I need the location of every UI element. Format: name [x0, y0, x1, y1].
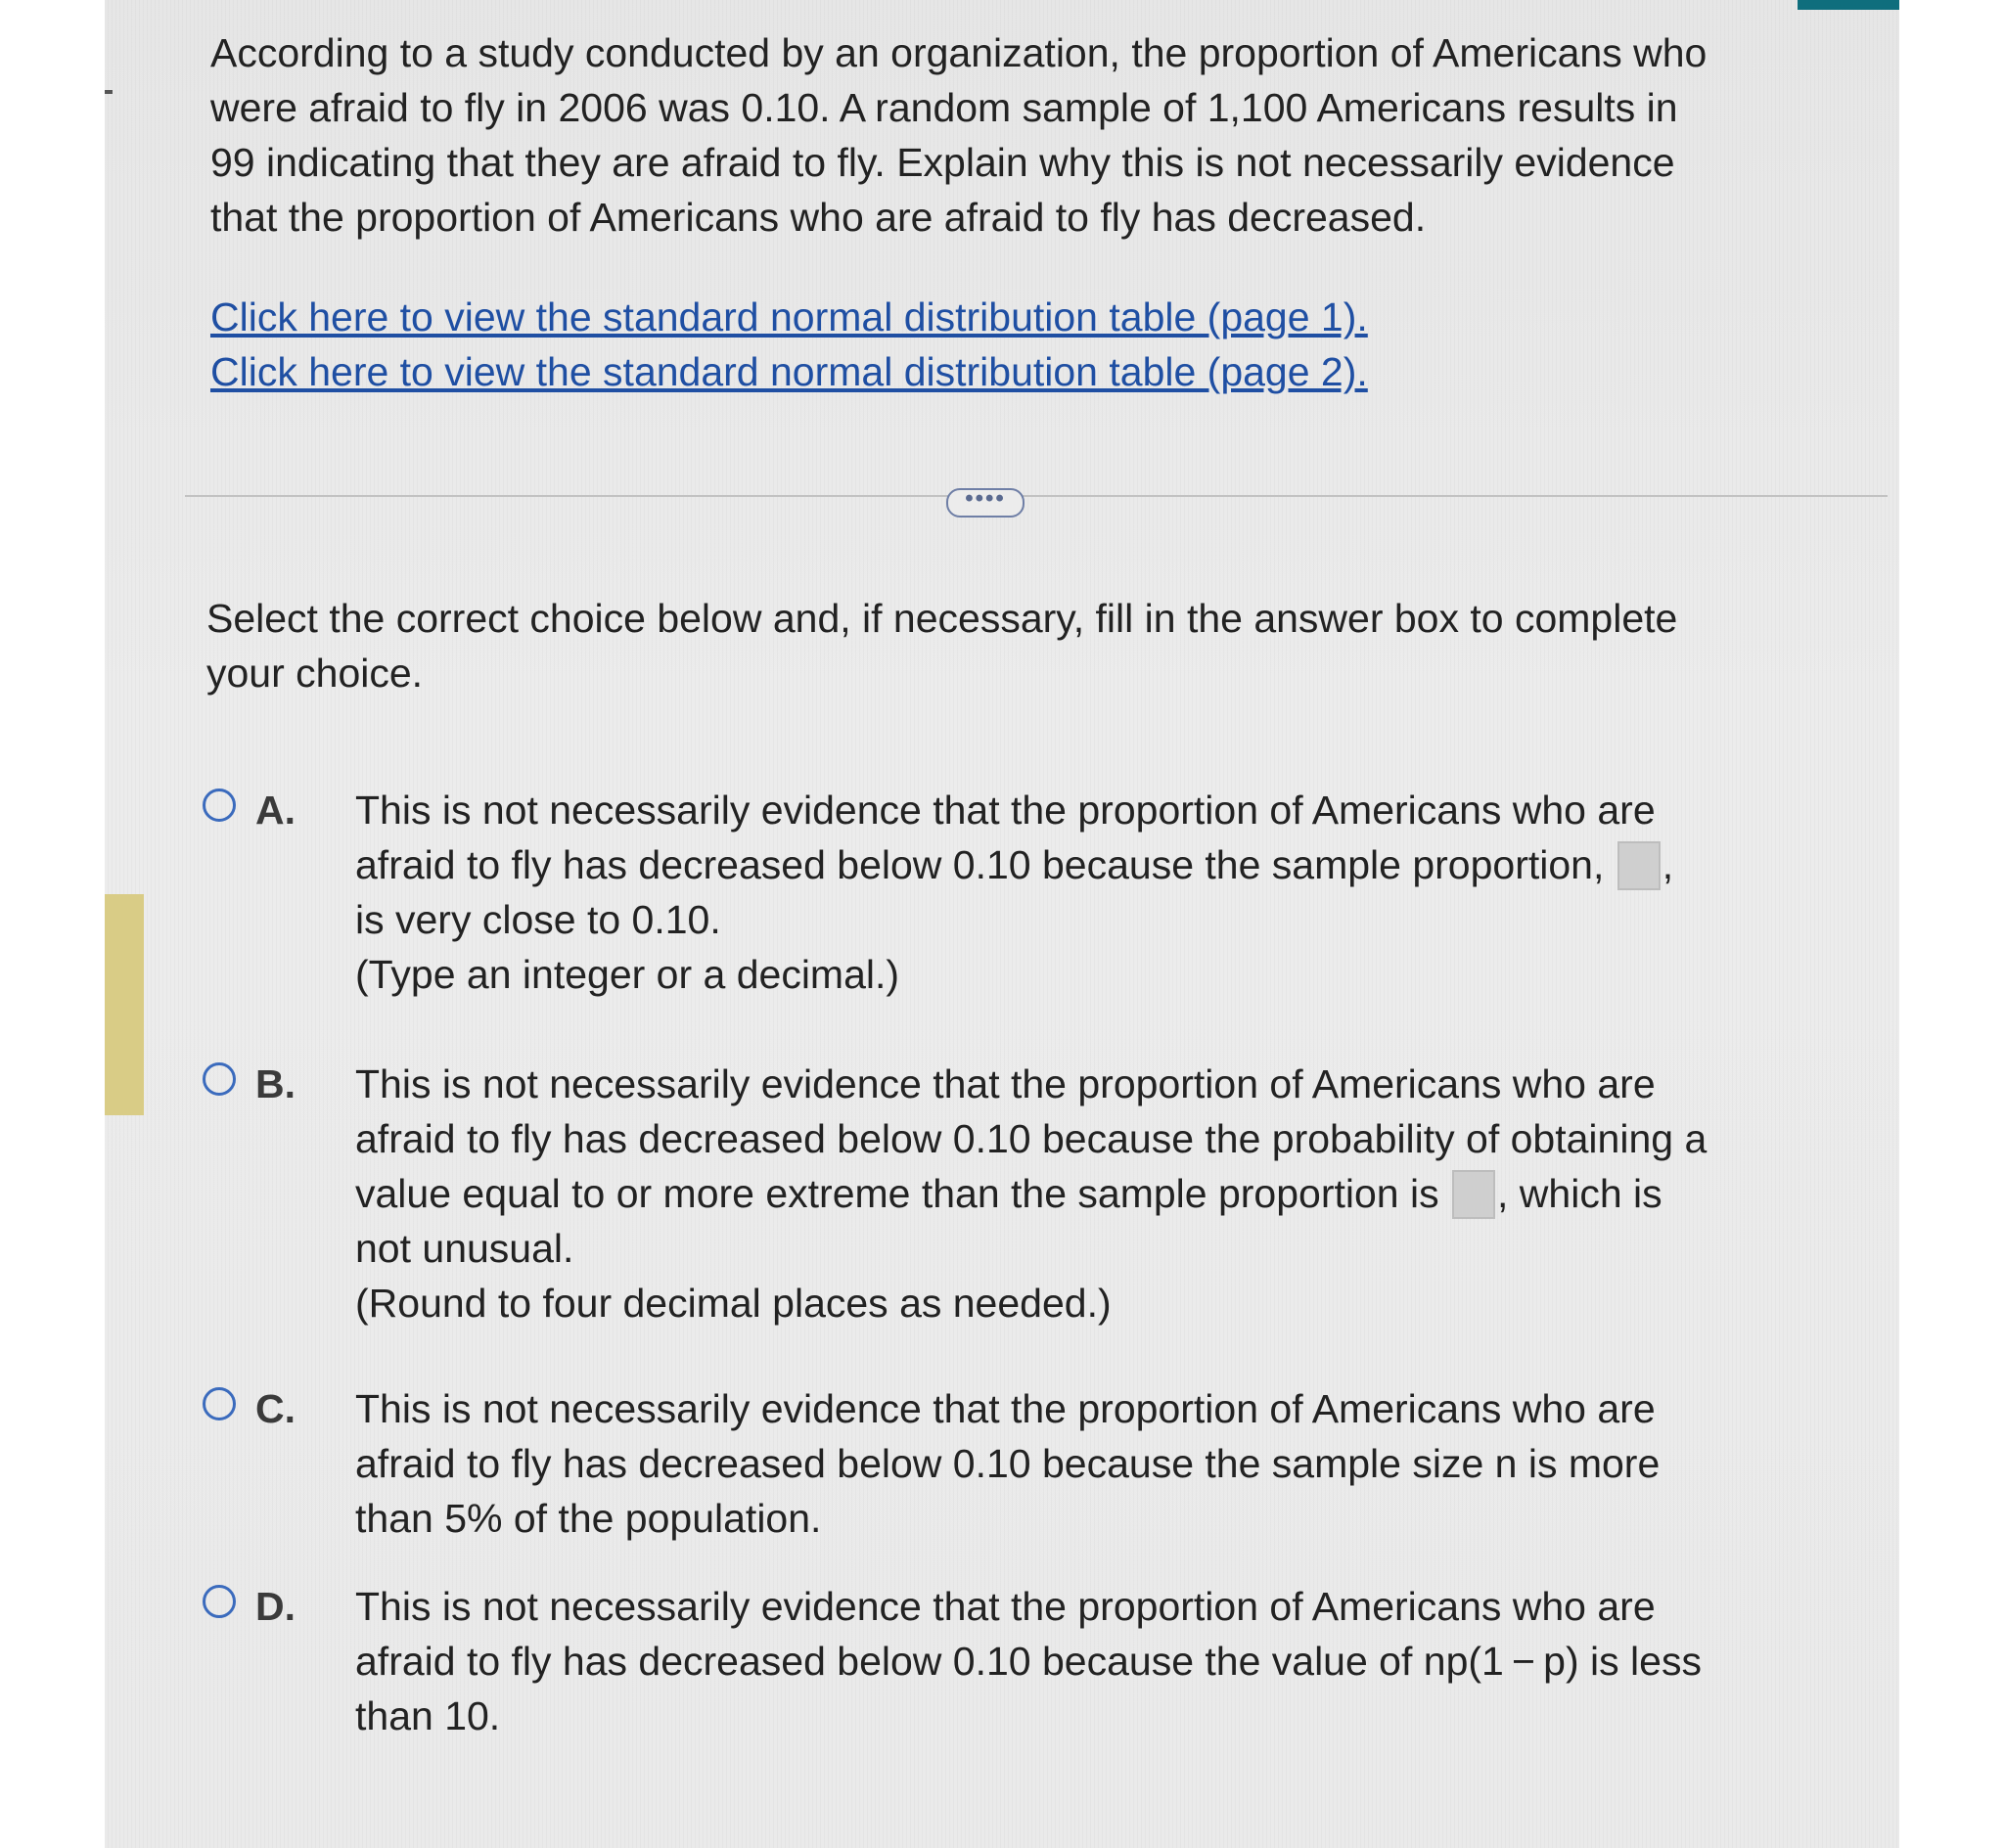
- choice-text-fragment: , which is: [1497, 1171, 1662, 1216]
- table-links: [210, 290, 1368, 399]
- question-text: [210, 25, 1874, 245]
- normal-table-page1-link[interactable]: Click here to view the standard normal distribution table (page 1).: [210, 294, 1368, 339]
- choice-line: than 10.: [355, 1693, 501, 1738]
- choice-letter: C.: [255, 1386, 296, 1431]
- normal-table-page2-link[interactable]: Click here to view the standard normal distribution table (page 2).: [210, 349, 1368, 394]
- choice-line: This is not necessarily evidence that the proportion of Americans who are: [355, 1386, 1656, 1431]
- question-line: 99 indicating that they are afraid to fly. Explain why this is not necessarily evidence: [210, 140, 1675, 185]
- choice-line: This is not necessarily evidence that the proportion of Americans who are: [355, 1061, 1656, 1106]
- choice-line: afraid to fly has decreased below 0.10 because the probability of obtaining a: [355, 1116, 1708, 1161]
- choice-letter: D.: [255, 1584, 296, 1629]
- choice-b-text: [355, 1057, 1882, 1330]
- sample-proportion-input[interactable]: [1617, 841, 1661, 890]
- choice-line: This is not necessarily evidence that the proportion of Americans who are: [355, 788, 1656, 833]
- question-line: According to a study conducted by an organization, the proportion of Americans who: [210, 30, 1708, 75]
- choice-text-fragment: afraid to fly has decreased below 0.10 because the sample proportion,: [355, 842, 1605, 887]
- choice-letter: A.: [255, 788, 296, 833]
- choice-line: [355, 1166, 1882, 1221]
- instructions: [206, 591, 1870, 700]
- instructions-line: your choice.: [206, 651, 424, 696]
- radio-a[interactable]: [203, 789, 236, 822]
- radio-b[interactable]: [203, 1062, 236, 1096]
- question-line: were afraid to fly in 2006 was 0.10. A random sample of 1,100 Americans results in: [210, 85, 1678, 130]
- choice-text-fragment: value equal to or more extreme than the sample proportion is: [355, 1171, 1439, 1216]
- choice-text-fragment: ,: [1662, 842, 1674, 887]
- choice-line: than 5% of the population.: [355, 1496, 822, 1541]
- question-screen: [105, 0, 1899, 1848]
- choice-a-text: [355, 783, 1882, 1002]
- probability-input[interactable]: [1452, 1170, 1495, 1219]
- choice-line: [355, 837, 1882, 892]
- choice-line: is very close to 0.10.: [355, 897, 721, 942]
- choice-hint: (Type an integer or a decimal.): [355, 952, 900, 997]
- radio-d[interactable]: [203, 1585, 236, 1618]
- choice-hint: (Round to four decimal places as needed.): [355, 1281, 1112, 1326]
- choice-letter: B.: [255, 1061, 296, 1106]
- choice-c-text: [355, 1381, 1882, 1546]
- scroll-tick: [105, 90, 113, 94]
- more-options-button[interactable]: ••••: [946, 488, 1025, 518]
- choice-d-text: [355, 1579, 1882, 1743]
- choice-line: not unusual.: [355, 1226, 574, 1271]
- section-divider: [185, 495, 1888, 497]
- choice-line: afraid to fly has decreased below 0.10 because the sample size n is more: [355, 1441, 1661, 1486]
- side-tab: [105, 894, 144, 1115]
- question-line: that the proportion of Americans who are afraid to fly has decreased.: [210, 195, 1427, 240]
- choice-line: This is not necessarily evidence that the proportion of Americans who are: [355, 1584, 1656, 1629]
- choice-line: afraid to fly has decreased below 0.10 because the value of np(1 − p) is less: [355, 1639, 1702, 1684]
- instructions-line: Select the correct choice below and, if necessary, fill in the answer box to complete: [206, 596, 1678, 641]
- radio-c[interactable]: [203, 1387, 236, 1420]
- header-strip: [1798, 0, 1899, 10]
